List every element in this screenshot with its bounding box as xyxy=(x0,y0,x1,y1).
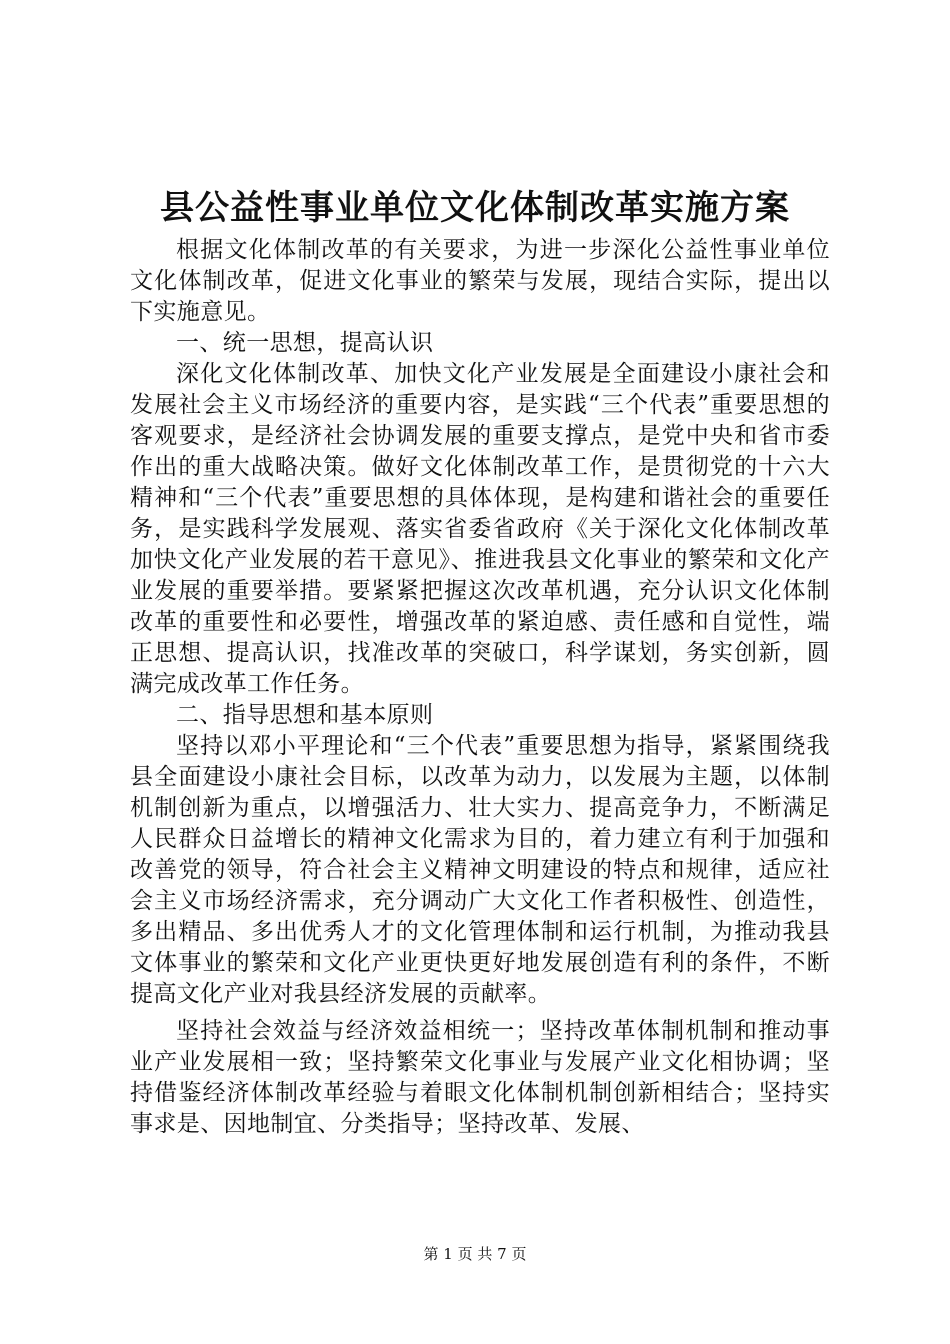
section-2-paragraph: 坚持以邓小平理论和“三个代表”重要思想为指导，紧紧围绕我县全面建设小康社会目标，以改革为动力，以发展为主题，以体制机制创新为重点，以增强活力、壮大实力、提高竞争力，不断满足人民群众日益增长的精神文化需求为目的，着力建立有利于加强和改善党的领导，符合社会主义精神文明建设的特点和规律，适应社会主义市场经济需求，充分调动广大文化工作者积极性、创造性，多出精品、多出优秀人才的文化管理体制和运行机制，为推动我县文体事业的繁荣和文化产业更快更好地发展创造有利的条件，不断提高文化产业对我县经济发展的贡献率。 xyxy=(130,733,830,1007)
section-1-paragraph: 深化文化体制改革、加快文化产业发展是全面建设小康社会和发展社会主义市场经济的重要内容，是实践“三个代表”重要思想的客观要求，是经济社会协调发展的重要支撑点，是党中央和省市委作出的重大战略决策。做好文化体制改革工作，是贯彻党的十六大精神和“三个代表”重要思想的具体体现，是构建和谐社会的重要任务，是实践科学发展观、落实省委省政府《关于深化文化体制改革加快文化产业发展的若干意见》、推进我县文化事业的繁荣和文化产业发展的重要举措。要紧紧把握这次改革机遇，充分认识文化体制改革的重要性和必要性，增强改革的紧迫感、责任感和自觉性，端正思想、提高认识，找准改革的突破口，科学谋划，务实创新，圆满完成改革工作任务。 xyxy=(130,361,830,697)
principles-paragraph: 坚持社会效益与经济效益相统一；坚持改革体制机制和推动事业产业发展相一致；坚持繁荣文化事业与发展产业文化相协调；坚持借鉴经济体制改革经验与着眼文化体制机制创新相结合；坚持实事求是、因地制宜、分类指导；坚持改革、发展、 xyxy=(130,1018,830,1137)
section-heading-1: 一、统一思想，提高认识 xyxy=(176,330,434,356)
page-footer: 第 1 页 共 7 页 xyxy=(423,1245,527,1263)
document-body xyxy=(130,235,830,1140)
document-title: 县公益性事业单位文化体制改革实施方案 xyxy=(160,188,790,228)
intro-paragraph: 根据文化体制改革的有关要求，为进一步深化公益性事业单位文化体制改革，促进文化事业的繁荣与发展，现结合实际，提出以下实施意见。 xyxy=(130,237,830,325)
section-heading-2: 二、指导思想和基本原则 xyxy=(176,702,434,728)
